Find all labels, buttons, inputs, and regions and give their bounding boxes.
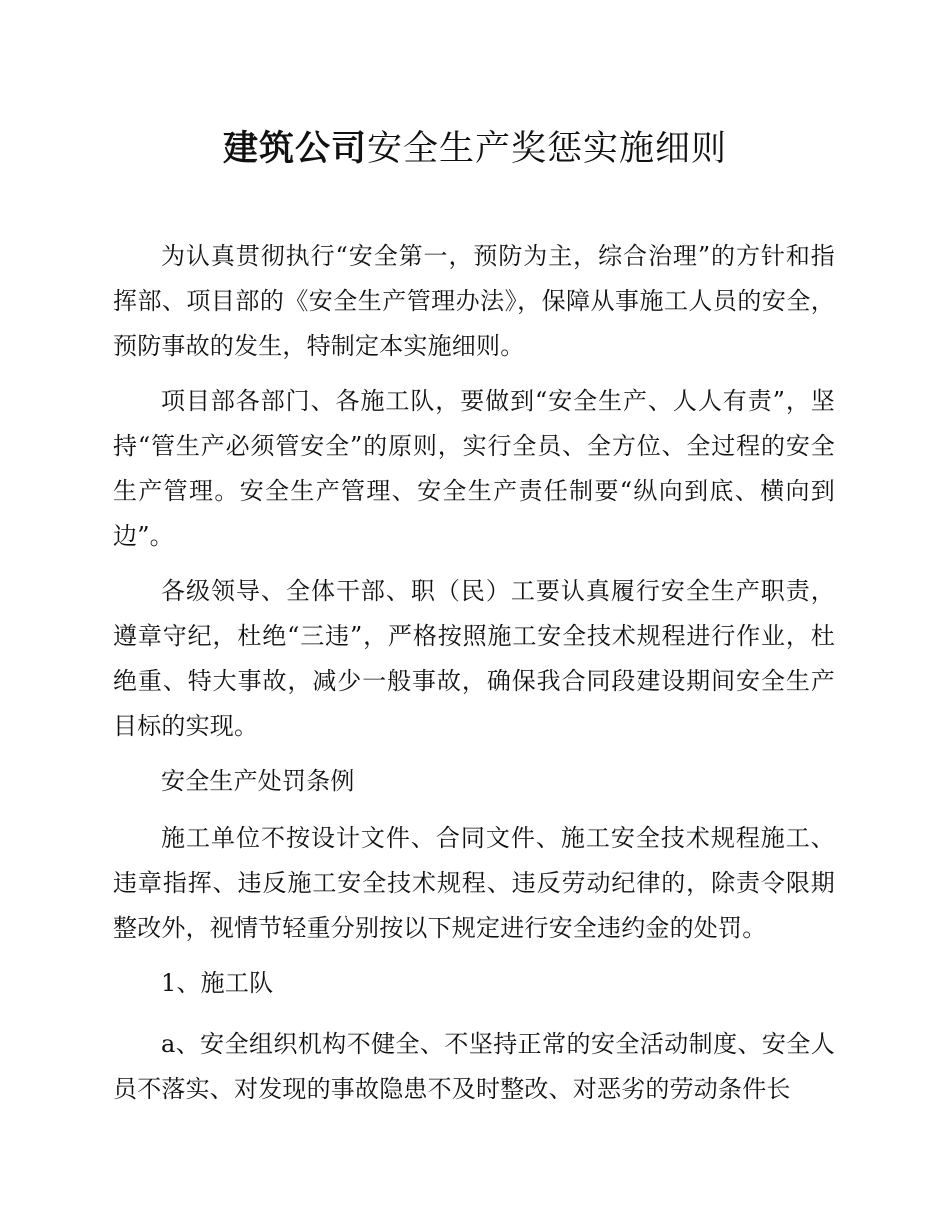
paragraph-item-a: a、安全组织机构不健全、不坚持正常的安全活动制度、安全人员不落实、对发现的事故隐患不及时整改、对恶劣的劳动条件长 <box>113 1030 835 1103</box>
section-heading-penalties: 安全生产处罚条例 <box>161 767 355 795</box>
document-body <box>113 234 835 1122</box>
document-title-rest: 安全生产奖惩实施细则 <box>367 129 728 169</box>
paragraph-guideline: 为认真贯彻执行“安全第一，预防为主，综合治理”的方针和指挥部、项目部的《安全生产管理办法》，保障从事施工人员的安全，预防事故的发生，特制定本实施细则。 <box>113 242 835 360</box>
document-title <box>0 124 950 174</box>
document-title-bold: 建筑公司 <box>222 128 367 169</box>
list-heading-construction-team: 1、施工队 <box>161 969 274 997</box>
paragraph-penalty-rule: 施工单位不按设计文件、合同文件、施工安全技术规程施工、违章指挥、违反施工安全技术规程、违反劳动纪律的，除责令限期整改外，视情节轻重分别按以下规定进行安全违约金的处罚。 <box>113 824 835 942</box>
paragraph-responsibility: 项目部各部门、各施工队，要做到“安全生产、人人有责”，坚持“管生产必须管安全”的原则，实行全员、全方位、全过程的安全生产管理。安全生产管理、安全生产责任制要“纵向到底、横向到边”。 <box>113 387 835 550</box>
paragraph-duties: 各级领导、全体干部、职（民）工要认真履行安全生产职责，遵章守纪，杜绝“三违”，严格按照施工安全技术规程进行作业，杜绝重、特大事故，减少一般事故，确保我合同段建设期间安全生产目标的实现。 <box>113 577 835 740</box>
